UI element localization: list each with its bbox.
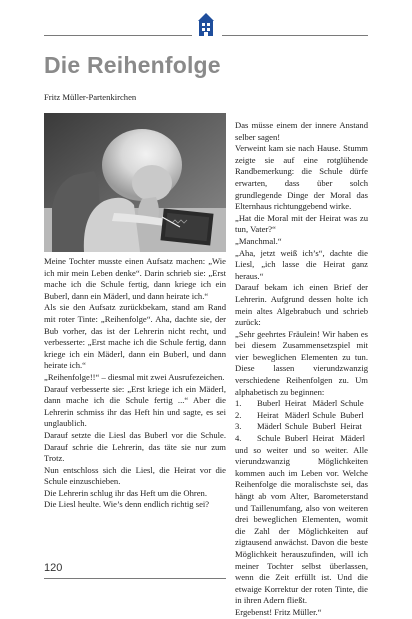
paragraph: und so weiter und so weiter. Alle vierundzwanzig Möglichkeiten kommen auch im Leben vor. Welche Reihenfolge die moralischste sei, das hängt ab vom Alter, Barometerstand und Taillenumfang, also von weiteren drei beweglichen Elementen, womit die Zahl der Möglichkeiten auf zigtausend anwächst. Davon die beste Möglichkeit herauszufinden, will ich meiner Tochter selbst überlassen, wenn die Zeit erfüllt ist. Und die etwaige Korrektur der roten Tinte, die in ihren Adern fließt. <box>235 444 368 606</box>
paragraph: Das müsse einem der innere Anstand selber sagen! <box>235 120 368 142</box>
paragraph: „Manchmal.“ <box>235 235 282 246</box>
paragraph: Darauf verbesserte sie: „Erst kriege ich ein Mäderl, dann mache ich die Schule fertig ...“ Aber die Lehrerin schmiss ihr das Heft hin und sagte, es sei unglaublich. <box>44 383 226 429</box>
list-row <box>235 433 368 445</box>
footer-rule <box>44 578 226 579</box>
paragraph: Nun entschloss sich die Liesl, die Heirat vor die Schule einzuschieben. <box>44 464 226 487</box>
paragraph: Verweint kam sie nach Hause. Stumm zeigte sie auf eine rotglühende Randbemerkung: die Schule dürfe erwarten, dass über solch grundlegende Dinge der Moral das Elternhaus richtunggebend wirke. <box>235 143 368 212</box>
list-cell: Mäderl <box>340 433 366 444</box>
header-rule-right <box>222 35 368 36</box>
left-column <box>44 256 226 511</box>
list-cell: Schule <box>284 421 309 432</box>
list-cell: Heirat <box>284 398 307 409</box>
list-cell: Schule <box>340 398 364 409</box>
header-rule-left <box>44 35 192 36</box>
list-cell: Heirat <box>257 409 279 420</box>
list-cell: Mäderl <box>312 398 338 409</box>
paragraph: Die Liesl heulte. Wie’s denn endlich richtig sei? <box>44 499 210 510</box>
author-line: Fritz Müller-Partenkirchen <box>44 92 137 102</box>
list-cell: Buberl <box>312 421 336 432</box>
paragraph: Als sie den Aufsatz zurückbekam, stand am Rand mit roter Tinte: „Reihenfolge“. Aha, dachte sie, der Bub vorher, das ist der Lehrerin nicht recht, und verbesserte: „Erst mache ich die Schule fertig, dann kriege ich ein Mäderl, dann ein Buberl, und dann heirate ich.“ <box>44 302 226 371</box>
article-title: Die Reihenfolge <box>44 52 221 78</box>
list-cell: Heirat <box>340 421 362 432</box>
list-number: 1. <box>235 398 242 409</box>
list-cell: Mäderl <box>257 421 282 432</box>
paragraph: „Reihenfolge!!“ – diesmal mit zwei Ausrufezeichen. <box>44 371 225 382</box>
list-number: 3. <box>235 421 242 432</box>
list-row <box>235 398 368 410</box>
paragraph: „Hat die Moral mit der Heirat was zu tun, Vater?“ <box>235 212 368 235</box>
list-cell: Buberl <box>284 433 309 444</box>
list-cell: Buberl <box>340 409 364 420</box>
child-writing-photo <box>44 113 226 252</box>
paragraph: Die Lehrerin schlug ihr das Heft um die Ohren. <box>44 487 207 498</box>
list-row <box>235 421 368 433</box>
list-cell: Schule <box>312 409 336 420</box>
tower-icon <box>196 12 216 36</box>
list-cell: Schule <box>257 433 281 444</box>
page-number: 120 <box>44 562 63 574</box>
list-cell: Buberl <box>257 398 281 409</box>
paragraph: Darauf bekam ich einen Brief der Lehrerin. Aufgrund dessen holte ich mein altes Algebrabuch und schrieb zurück: <box>235 282 368 328</box>
list-row <box>235 410 368 422</box>
order-list <box>235 398 368 444</box>
list-number: 4. <box>235 433 242 444</box>
paragraph: Ergebenst! Fritz Müller.“ <box>235 606 322 617</box>
paragraph: „Sehr geehrtes Fräulein! Wir haben es bei diesem Zusammensetzspiel mit vier beweglichen Elementen zu tun. Diese lassen vierundzwanzig verschiedene Reihenfolgen zu. Um alphabetisch zu beginnen: <box>235 328 368 397</box>
paragraph: Darauf setzte die Liesl das Buberl vor die Schule. Darauf schrie die Lehrerin, das täte sie nur zum Trotz. <box>44 429 226 464</box>
list-cell: Heirat <box>312 433 334 444</box>
list-cell: Mäderl <box>284 409 310 420</box>
list-number: 2. <box>235 409 242 420</box>
paragraph: „Aha, jetzt weiß ich’s“, dachte die Liesl, „ich lasse die Heirat ganz heraus.“ <box>235 247 368 281</box>
paragraph: Meine Tochter musste einen Aufsatz machen: „Wie ich mir mein Leben denke“. Darin schrieb sie: „Erst mache ich die Schule fertig, dann kriege ich ein Buberl, dann ein Mäderl, und dann heirate ich.“ <box>44 256 226 301</box>
right-column <box>235 120 368 619</box>
